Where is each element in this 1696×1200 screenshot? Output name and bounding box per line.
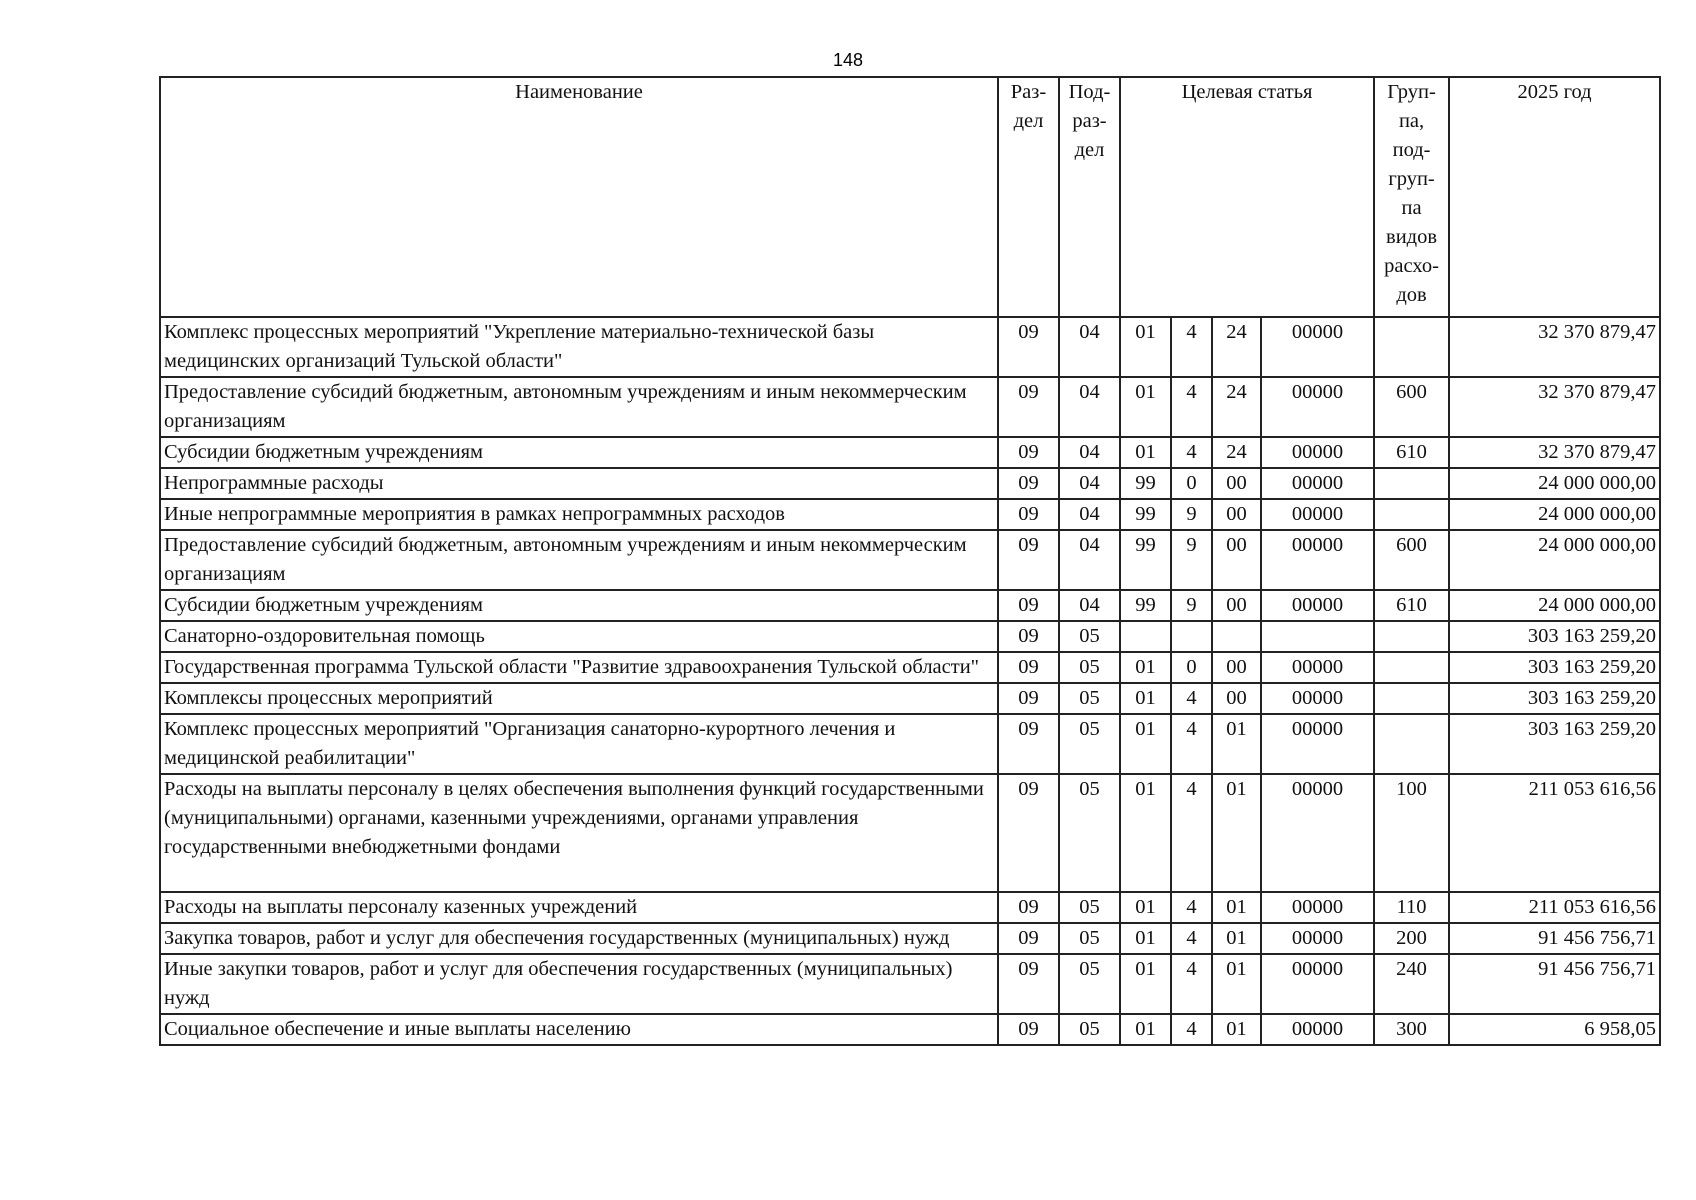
table-row: [160, 954, 1660, 1014]
cell-target-type: [1171, 621, 1212, 652]
cell-section: 09: [998, 621, 1059, 652]
cell-target-direction: [1261, 621, 1374, 652]
cell-section: 09: [998, 590, 1059, 621]
table-row: [160, 621, 1660, 652]
cell-target-subprogram: 01: [1212, 1014, 1261, 1045]
table-row: [160, 468, 1660, 499]
header-name: Наименование: [160, 77, 998, 317]
cell-subsection: 04: [1059, 377, 1120, 437]
cell-target-type: 9: [1171, 530, 1212, 590]
cell-section: 09: [998, 437, 1059, 468]
cell-target-program: 01: [1120, 1014, 1171, 1045]
cell-expense-group: [1374, 317, 1449, 377]
cell-target-subprogram: 01: [1212, 774, 1261, 892]
cell-expense-group: [1374, 621, 1449, 652]
cell-name: Расходы на выплаты персоналу казенных учреждений: [160, 892, 998, 923]
cell-target-type: 0: [1171, 652, 1212, 683]
cell-target-program: 01: [1120, 652, 1171, 683]
table-row: [160, 652, 1660, 683]
cell-target-direction: 00000: [1261, 377, 1374, 437]
cell-amount: 24 000 000,00: [1449, 499, 1660, 530]
cell-subsection: 05: [1059, 714, 1120, 774]
cell-section: 09: [998, 683, 1059, 714]
table-row: [160, 499, 1660, 530]
cell-target-subprogram: 00: [1212, 590, 1261, 621]
cell-target-type: 4: [1171, 954, 1212, 1014]
cell-target-direction: 00000: [1261, 317, 1374, 377]
cell-target-subprogram: 01: [1212, 923, 1261, 954]
cell-amount: 32 370 879,47: [1449, 437, 1660, 468]
cell-target-program: 99: [1120, 530, 1171, 590]
cell-target-direction: 00000: [1261, 923, 1374, 954]
cell-target-program: 01: [1120, 954, 1171, 1014]
cell-target-subprogram: 00: [1212, 468, 1261, 499]
cell-subsection: 04: [1059, 590, 1120, 621]
cell-target-direction: 00000: [1261, 590, 1374, 621]
cell-section: 09: [998, 377, 1059, 437]
cell-target-program: 01: [1120, 683, 1171, 714]
cell-section: 09: [998, 317, 1059, 377]
cell-amount: 303 163 259,20: [1449, 652, 1660, 683]
cell-target-type: 9: [1171, 499, 1212, 530]
cell-expense-group: [1374, 468, 1449, 499]
cell-amount: 91 456 756,71: [1449, 923, 1660, 954]
cell-target-subprogram: 01: [1212, 892, 1261, 923]
cell-target-subprogram: 00: [1212, 683, 1261, 714]
cell-section: 09: [998, 1014, 1059, 1045]
cell-amount: 211 053 616,56: [1449, 892, 1660, 923]
cell-target-program: 01: [1120, 377, 1171, 437]
cell-subsection: 05: [1059, 923, 1120, 954]
cell-section: 09: [998, 468, 1059, 499]
cell-subsection: 04: [1059, 530, 1120, 590]
cell-amount: 32 370 879,47: [1449, 317, 1660, 377]
cell-subsection: 05: [1059, 683, 1120, 714]
cell-subsection: 05: [1059, 774, 1120, 892]
cell-expense-group: [1374, 652, 1449, 683]
cell-target-direction: 00000: [1261, 774, 1374, 892]
table-row: [160, 317, 1660, 377]
cell-name: Комплекс процессных мероприятий "Организация санаторно-курортного лечения и медицинской реабилитации": [160, 714, 998, 774]
table-row: [160, 530, 1660, 590]
cell-section: 09: [998, 954, 1059, 1014]
cell-expense-group: [1374, 683, 1449, 714]
header-target-article: Целевая статья: [1120, 77, 1374, 317]
cell-target-program: 01: [1120, 714, 1171, 774]
header-section: Раз- дел: [998, 77, 1059, 317]
cell-target-program: [1120, 621, 1171, 652]
cell-section: 09: [998, 530, 1059, 590]
cell-target-direction: 00000: [1261, 954, 1374, 1014]
cell-target-direction: 00000: [1261, 468, 1374, 499]
table-row: [160, 892, 1660, 923]
cell-name: Непрограммные расходы: [160, 468, 998, 499]
cell-subsection: 04: [1059, 499, 1120, 530]
cell-target-subprogram: 24: [1212, 437, 1261, 468]
cell-target-type: 4: [1171, 437, 1212, 468]
cell-name: Социальное обеспечение и иные выплаты населению: [160, 1014, 998, 1045]
table-row: [160, 1014, 1660, 1045]
cell-target-type: 0: [1171, 468, 1212, 499]
cell-target-type: 4: [1171, 923, 1212, 954]
cell-amount: 6 958,05: [1449, 1014, 1660, 1045]
cell-expense-group: 610: [1374, 437, 1449, 468]
cell-name: Государственная программа Тульской области "Развитие здравоохранения Тульской области": [160, 652, 998, 683]
table-row: [160, 590, 1660, 621]
cell-expense-group: 600: [1374, 377, 1449, 437]
cell-subsection: 04: [1059, 437, 1120, 468]
cell-target-direction: 00000: [1261, 892, 1374, 923]
cell-target-type: 4: [1171, 1014, 1212, 1045]
budget-table: [159, 76, 1661, 1046]
cell-target-program: 99: [1120, 468, 1171, 499]
cell-target-type: 4: [1171, 892, 1212, 923]
cell-subsection: 05: [1059, 621, 1120, 652]
cell-name: Предоставление субсидий бюджетным, автономным учреждениям и иным некоммерческим организациям: [160, 530, 998, 590]
cell-name: Закупка товаров, работ и услуг для обеспечения государственных (муниципальных) нужд: [160, 923, 998, 954]
cell-expense-group: 240: [1374, 954, 1449, 1014]
cell-target-type: 4: [1171, 683, 1212, 714]
cell-target-program: 01: [1120, 892, 1171, 923]
cell-amount: 24 000 000,00: [1449, 468, 1660, 499]
cell-expense-group: 110: [1374, 892, 1449, 923]
cell-target-subprogram: 00: [1212, 530, 1261, 590]
table-row: [160, 923, 1660, 954]
table-row: [160, 774, 1660, 892]
cell-target-direction: 00000: [1261, 652, 1374, 683]
cell-subsection: 05: [1059, 1014, 1120, 1045]
header-year: 2025 год: [1449, 77, 1660, 317]
cell-expense-group: [1374, 499, 1449, 530]
cell-subsection: 05: [1059, 954, 1120, 1014]
cell-expense-group: 600: [1374, 530, 1449, 590]
header-subsection: Под- раз- дел: [1059, 77, 1120, 317]
cell-target-subprogram: 01: [1212, 714, 1261, 774]
cell-target-program: 01: [1120, 437, 1171, 468]
page-number: 148: [832, 50, 864, 70]
cell-expense-group: 200: [1374, 923, 1449, 954]
cell-target-direction: 00000: [1261, 683, 1374, 714]
cell-target-type: 4: [1171, 714, 1212, 774]
cell-target-program: 01: [1120, 774, 1171, 892]
cell-section: 09: [998, 774, 1059, 892]
cell-target-subprogram: 01: [1212, 954, 1261, 1014]
cell-target-type: 4: [1171, 377, 1212, 437]
table-row: [160, 714, 1660, 774]
cell-target-direction: 00000: [1261, 499, 1374, 530]
table-row: [160, 683, 1660, 714]
cell-name: Санаторно-оздоровительная помощь: [160, 621, 998, 652]
cell-name: Иные непрограммные мероприятия в рамках непрограммных расходов: [160, 499, 998, 530]
cell-target-program: 99: [1120, 590, 1171, 621]
cell-name: Комплекс процессных мероприятий "Укрепление материально-технической базы медицинских организаций Тульской области": [160, 317, 998, 377]
cell-name: Иные закупки товаров, работ и услуг для обеспечения государственных (муниципальных) нужд: [160, 954, 998, 1014]
cell-subsection: 05: [1059, 892, 1120, 923]
cell-subsection: 04: [1059, 468, 1120, 499]
cell-target-subprogram: [1212, 621, 1261, 652]
cell-target-type: 4: [1171, 317, 1212, 377]
cell-amount: 303 163 259,20: [1449, 714, 1660, 774]
cell-target-direction: 00000: [1261, 437, 1374, 468]
cell-target-type: 9: [1171, 590, 1212, 621]
cell-amount: 91 456 756,71: [1449, 954, 1660, 1014]
budget-table-body: [160, 317, 1660, 1045]
cell-name: Комплексы процессных мероприятий: [160, 683, 998, 714]
cell-section: 09: [998, 652, 1059, 683]
cell-target-program: 01: [1120, 317, 1171, 377]
cell-amount: 211 053 616,56: [1449, 774, 1660, 892]
cell-target-direction: 00000: [1261, 530, 1374, 590]
cell-section: 09: [998, 714, 1059, 774]
header-expense-group: Груп- па, под- груп- па видов расхо- дов: [1374, 77, 1449, 317]
cell-amount: 303 163 259,20: [1449, 683, 1660, 714]
cell-target-type: 4: [1171, 774, 1212, 892]
cell-expense-group: 100: [1374, 774, 1449, 892]
cell-target-subprogram: 24: [1212, 377, 1261, 437]
cell-expense-group: [1374, 714, 1449, 774]
header-row: [160, 77, 1660, 317]
cell-amount: 24 000 000,00: [1449, 530, 1660, 590]
cell-target-direction: 00000: [1261, 714, 1374, 774]
cell-expense-group: 300: [1374, 1014, 1449, 1045]
cell-section: 09: [998, 499, 1059, 530]
cell-target-subprogram: 00: [1212, 499, 1261, 530]
cell-target-program: 01: [1120, 923, 1171, 954]
table-row: [160, 437, 1660, 468]
cell-section: 09: [998, 923, 1059, 954]
cell-target-program: 99: [1120, 499, 1171, 530]
cell-name: Субсидии бюджетным учреждениям: [160, 590, 998, 621]
cell-name: Предоставление субсидий бюджетным, автономным учреждениям и иным некоммерческим организациям: [160, 377, 998, 437]
cell-amount: 303 163 259,20: [1449, 621, 1660, 652]
cell-subsection: 04: [1059, 317, 1120, 377]
cell-name: Расходы на выплаты персоналу в целях обеспечения выполнения функций государственными (муниципальными) органами, казенными учреждениями, органами управления государственными внебюджетными фондами: [160, 774, 998, 892]
cell-name: Субсидии бюджетным учреждениям: [160, 437, 998, 468]
cell-target-subprogram: 00: [1212, 652, 1261, 683]
cell-section: 09: [998, 892, 1059, 923]
cell-amount: 24 000 000,00: [1449, 590, 1660, 621]
cell-expense-group: 610: [1374, 590, 1449, 621]
cell-amount: 32 370 879,47: [1449, 377, 1660, 437]
cell-target-subprogram: 24: [1212, 317, 1261, 377]
cell-subsection: 05: [1059, 652, 1120, 683]
table-row: [160, 377, 1660, 437]
cell-target-direction: 00000: [1261, 1014, 1374, 1045]
